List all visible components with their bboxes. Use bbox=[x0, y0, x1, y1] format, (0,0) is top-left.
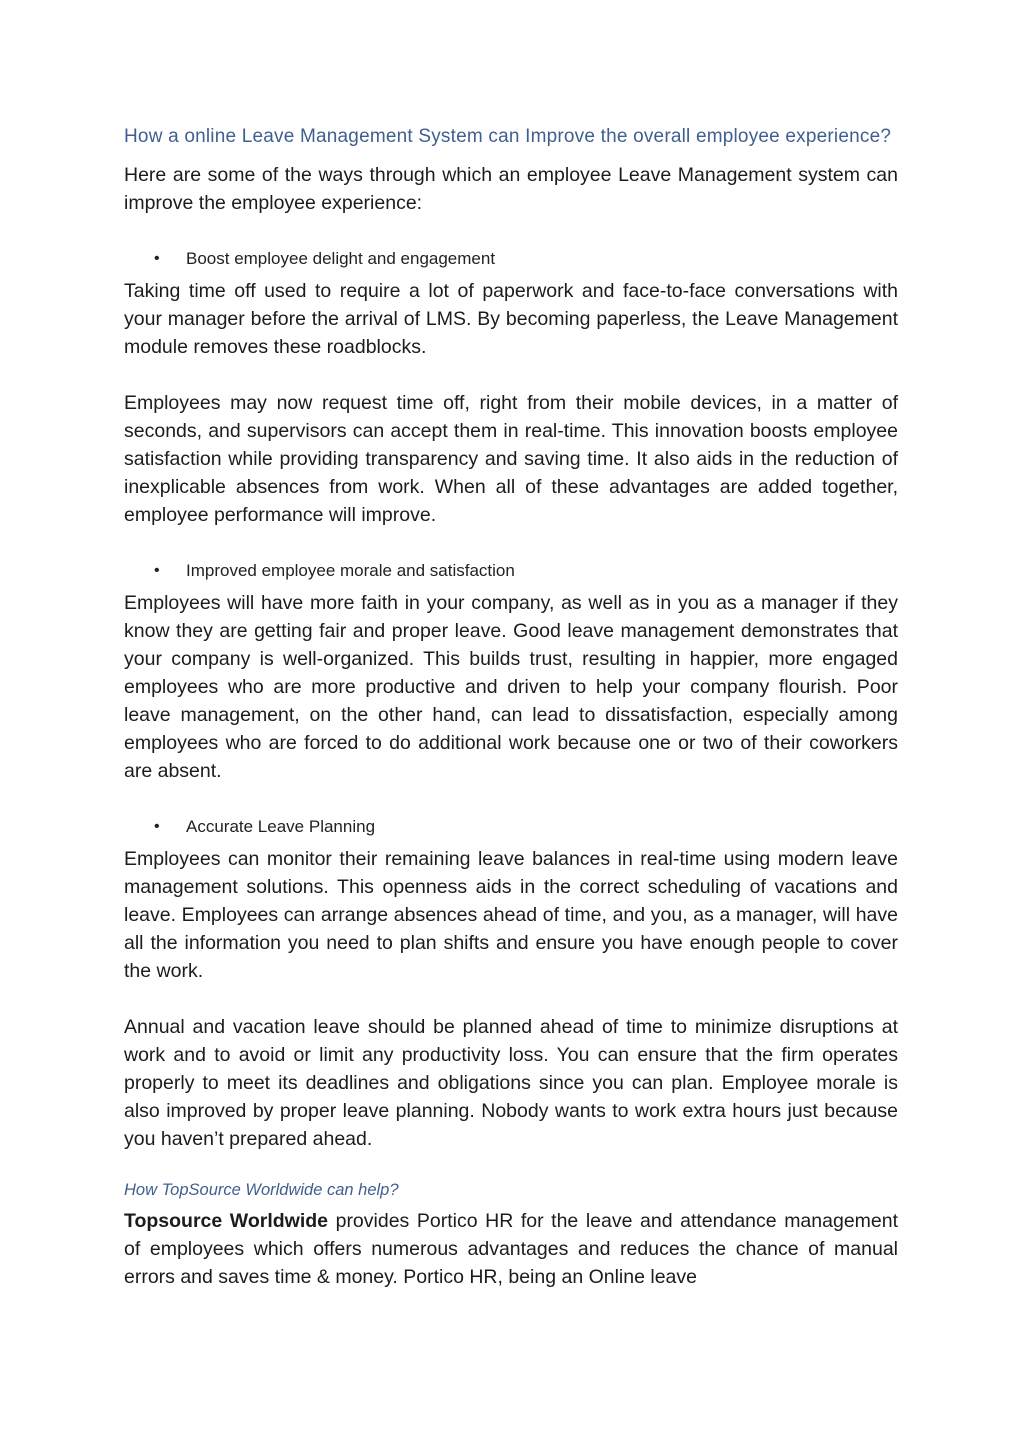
bullet-item bbox=[124, 815, 898, 839]
paragraph: Employees can monitor their remaining leave balances in real-time using modern leave management solutions. This openness aids in the correct scheduling of vacations and leave. Employees can arrange absences ahead of time, and you, as a manager, will have all the information you need to plan shifts and ensure you have enough people to cover the work. bbox=[124, 848, 898, 982]
help-paragraph bbox=[124, 1207, 898, 1291]
bullet-item bbox=[124, 559, 898, 583]
bullet-icon: • bbox=[154, 562, 160, 579]
bullet-label: Boost employee delight and engagement bbox=[186, 249, 496, 268]
bullet-item bbox=[124, 247, 898, 271]
bullet-icon: • bbox=[154, 250, 160, 267]
paragraph: Taking time off used to require a lot of paperwork and face-to-face conversations with your manager before the arrival of LMS. By becoming paperless, the Leave Management module removes these roadblocks. bbox=[124, 280, 898, 358]
help-text: provides Portico HR for the leave and attendance management of employees which offers numerous advantages and reduces the chance of manual errors and saves time & money. Portico HR, being an Online leave bbox=[124, 1210, 899, 1288]
document-page bbox=[124, 122, 898, 1291]
paragraph: Employees will have more faith in your company, as well as in you as a manager if they know they are getting fair and proper leave. Good leave management demonstrates that your company is well-organized. This builds trust, resulting in happier, more engaged employees who are more productive and driven to help your company flourish. Poor leave management, on the other hand, can lead to dissatisfaction, especially among employees who are forced to do additional work because one or two of their coworkers are absent. bbox=[124, 592, 898, 782]
document-heading: How a online Leave Management System can Improve the overall employee experience? bbox=[124, 126, 892, 147]
paragraph: Employees may now request time off, right from their mobile devices, in a matter of seconds, and supervisors can accept them in real-time. This innovation boosts employee satisfaction while providing transparency and saving time. It also aids in the reduction of inexplicable absences from work. When all of these advantages are added together, employee performance will improve. bbox=[124, 392, 898, 526]
company-name: Topsource Worldwide bbox=[124, 1210, 329, 1232]
bullet-label: Accurate Leave Planning bbox=[186, 817, 376, 836]
paragraph: Annual and vacation leave should be planned ahead of time to minimize disruptions at work and to avoid or limit any productivity loss. You can ensure that the firm operates properly to meet its deadlines and obligations since you can plan. Employee morale is also improved by proper leave planning. Nobody wants to work extra hours just because you haven’t prepared ahead. bbox=[124, 1016, 898, 1150]
bullet-label: Improved employee morale and satisfaction bbox=[186, 561, 515, 580]
bullet-icon: • bbox=[154, 818, 160, 835]
intro-paragraph: Here are some of the ways through which an employee Leave Management system can improve the employee experience: bbox=[124, 164, 898, 214]
help-subheading: How TopSource Worldwide can help? bbox=[124, 1181, 399, 1199]
